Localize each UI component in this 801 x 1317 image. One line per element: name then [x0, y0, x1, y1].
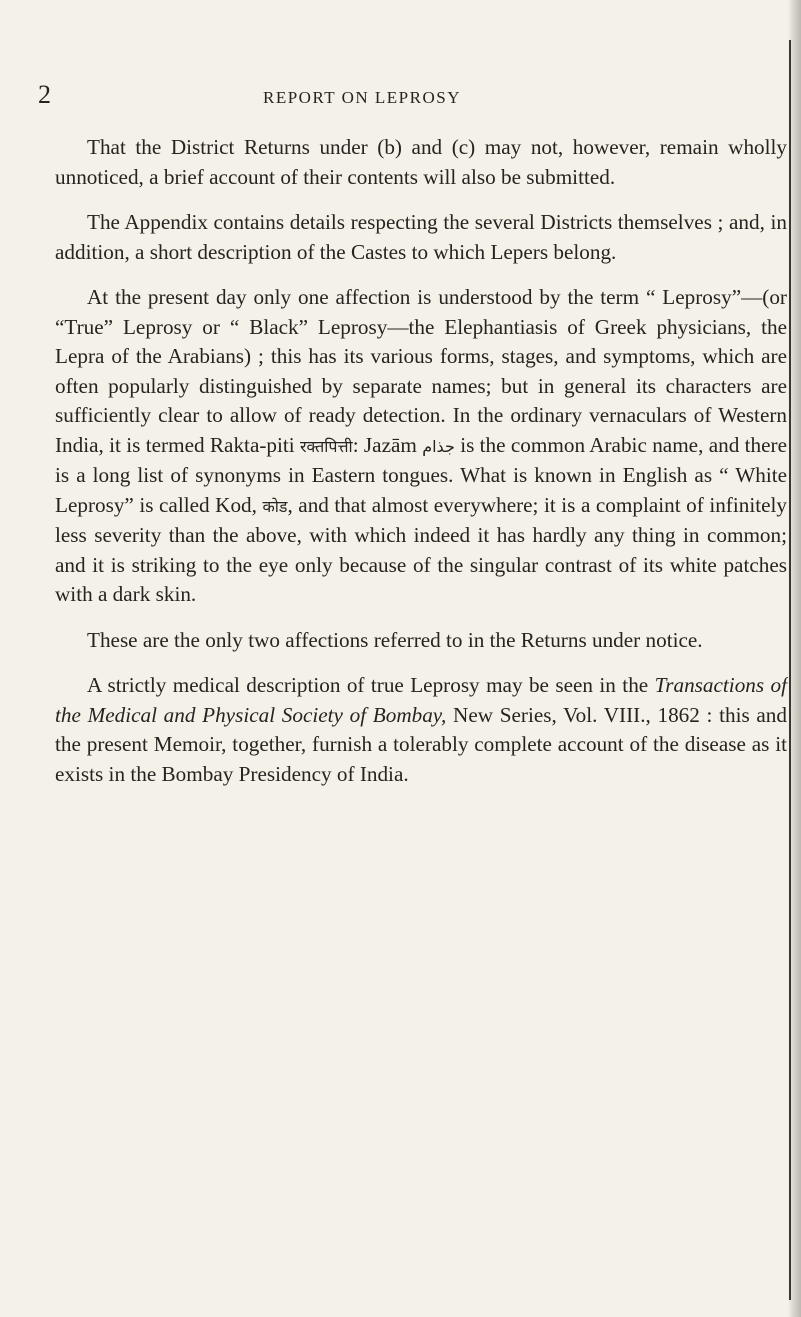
- paragraph-two-affections: These are the only two affections referred to in the Returns under notice.: [87, 627, 703, 652]
- page-edge-line: [789, 40, 791, 1300]
- devanagari-kod: कोड: [262, 496, 288, 516]
- devanagari-rakta-piti: रक्तपित्ती: [300, 436, 353, 456]
- paragraph-medical-text-1: A strictly medical description of true Leprosy may be seen in the: [87, 673, 649, 697]
- paragraph-appendix: The Appendix contains details respecting the several Districts themselves ; and, in addition, a short description of the Castes to which Lepers belong.: [55, 210, 787, 264]
- page-number: 2: [38, 80, 51, 109]
- paragraph-leprosy-text-3: is the common Arabic name, and there is a long list of synonyms in Eastern tongues. What is known in English as “ White Leprosy” is called Kod,: [55, 432, 787, 517]
- paragraph-leprosy-definition: [55, 283, 787, 610]
- journal-title: Transactions of the Medical and Physical Society of Bombay,: [55, 673, 788, 727]
- arabic-jazam: جذام: [422, 436, 455, 456]
- paragraph-district-returns: That the District Returns under (b) and (c) may not, however, remain wholly unnoticed, a brief account of their contents will also be submitted.: [55, 135, 787, 189]
- paragraph-leprosy-text-4: , and that almost everywhere; it is a complaint of infinitely less severity than the above, with which indeed it has hardly any thing in common; and it is striking to the eye only because of the singular contrast of its white patches with a dark skin.: [55, 492, 787, 606]
- paragraph-medical-text-2: New Series, Vol. VIII., 1862 : this and the present Memoir, together, furnish a tolerably complete account of the disease as it exists in the Bombay Presidency of India.: [55, 702, 787, 786]
- running-head: REPORT ON LEPROSY: [263, 88, 461, 107]
- paragraph-medical-description: [55, 671, 787, 789]
- paragraph-leprosy-text-2: : Jazām: [352, 432, 417, 457]
- paragraph-leprosy-text-1: At the present day only one affection is understood by the term “ Leprosy”—(or “True” Leprosy or “ Black” Leprosy—the Elephantiasis of Greek physicians, the Lepra of the Arabians) ; this has its various forms, stages, and symptoms, which are often popularly distinguished by separate names; but in general its characters are sufficiently clear to allow of ready detection. In the ordinary vernaculars of Western India, it is termed Rakta-piti: [55, 285, 787, 457]
- page-header: [38, 80, 778, 114]
- body-text: [55, 133, 787, 789]
